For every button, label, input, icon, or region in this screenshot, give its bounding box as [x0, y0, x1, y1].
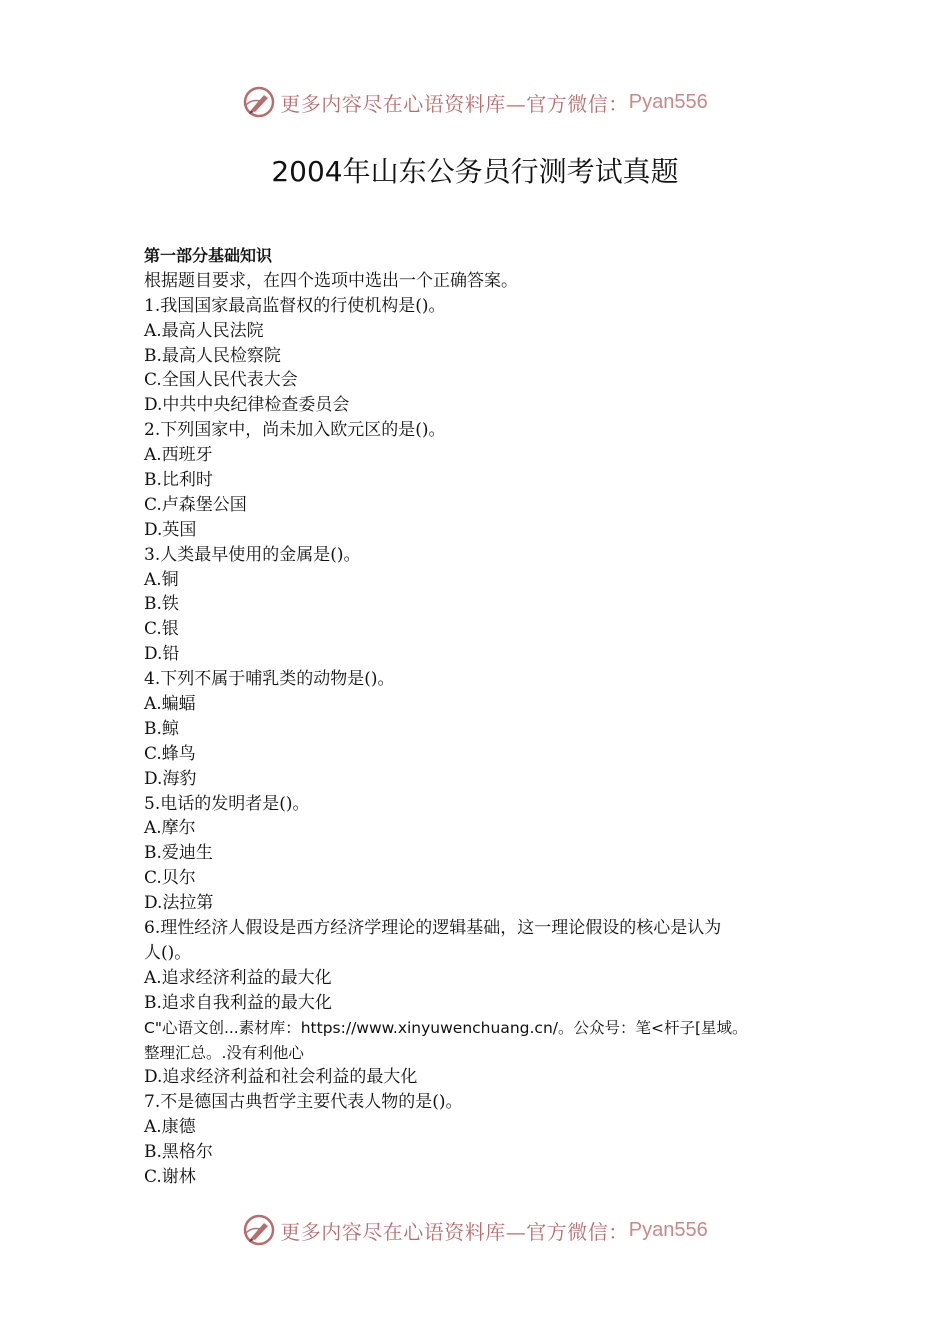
- document-body: [144, 244, 812, 1190]
- inserted-watermark-line: C"心语文创...素材库：https://www.xinyuwenchuang.cn/。公众号：笔<杆子[星域。: [144, 1018, 748, 1037]
- question-stem: 1.我国国家最高监督权的行使机构是()。: [144, 295, 446, 316]
- answer-option: A.蝙蝠: [144, 694, 196, 715]
- answer-option: D.中共中央纪律检查委员会: [144, 395, 350, 416]
- banner-promo-text: 更多内容尽在心语资料库—官方微信：: [280, 1219, 629, 1244]
- answer-option: D.铅: [144, 644, 180, 665]
- answer-option: C.贝尔: [144, 868, 196, 889]
- banner-wechat-handle: Pyan556: [628, 1218, 708, 1241]
- answer-option: C.谢林: [144, 1166, 196, 1187]
- answer-option: A.摩尔: [144, 818, 196, 839]
- answer-option: B.追求自我利益的最大化: [144, 992, 332, 1013]
- question-stem: 7.不是德国古典哲学主要代表人物的是()。: [144, 1092, 463, 1113]
- answer-option: B.黑格尔: [144, 1142, 213, 1163]
- banner-wechat-handle: Pyan556: [628, 90, 708, 113]
- instruction-text: 根据题目要求，在四个选项中选出一个正确答案。: [144, 270, 518, 291]
- answer-option: B.鲸: [144, 718, 179, 739]
- document-title: 2004年山东公务员行测考试真题: [271, 155, 679, 188]
- answer-option: A.追求经济利益的最大化: [144, 967, 332, 988]
- answer-option: C.全国人民代表大会: [144, 370, 298, 391]
- question-stem: 3.人类最早使用的金属是()。: [144, 544, 361, 565]
- header-banner: [0, 80, 950, 124]
- question-stem-continuation: 人()。: [144, 942, 192, 963]
- answer-option: B.比利时: [144, 470, 213, 491]
- answer-option: A.最高人民法院: [144, 320, 264, 341]
- answer-option: A.西班牙: [144, 445, 213, 466]
- footer-banner: [0, 1208, 950, 1252]
- answer-option: C.卢森堡公国: [144, 494, 247, 515]
- answer-option: C.银: [144, 619, 179, 640]
- answer-option: D.英国: [144, 519, 197, 540]
- answer-option: B.最高人民检察院: [144, 345, 281, 366]
- answer-option: D.海豹: [144, 768, 197, 789]
- pen-logo-icon: [242, 85, 276, 119]
- pen-logo-icon: [242, 1213, 276, 1247]
- answer-option: B.铁: [144, 594, 179, 615]
- answer-option: A.铜: [144, 569, 179, 590]
- banner-promo-text: 更多内容尽在心语资料库—官方微信：: [280, 91, 629, 116]
- question-stem: 6.理性经济人假设是西方经济学理论的逻辑基础，这一理论假设的核心是认为: [144, 918, 722, 939]
- answer-option: C.蜂鸟: [144, 743, 196, 764]
- question-stem: 5.电话的发明者是()。: [144, 793, 310, 814]
- answer-option: D.法拉第: [144, 893, 214, 914]
- answer-option: D.追求经济利益和社会利益的最大化: [144, 1067, 418, 1088]
- question-stem: 2.下列国家中，尚未加入欧元区的是()。: [144, 420, 446, 441]
- question-stem: 4.下列不属于哺乳类的动物是()。: [144, 669, 395, 690]
- answer-option: A.康德: [144, 1117, 196, 1138]
- answer-option: B.爱迪生: [144, 843, 213, 864]
- section-heading: 第一部分基础知识: [144, 246, 273, 265]
- inserted-watermark-line: 整理汇总。.没有利他心: [144, 1043, 304, 1062]
